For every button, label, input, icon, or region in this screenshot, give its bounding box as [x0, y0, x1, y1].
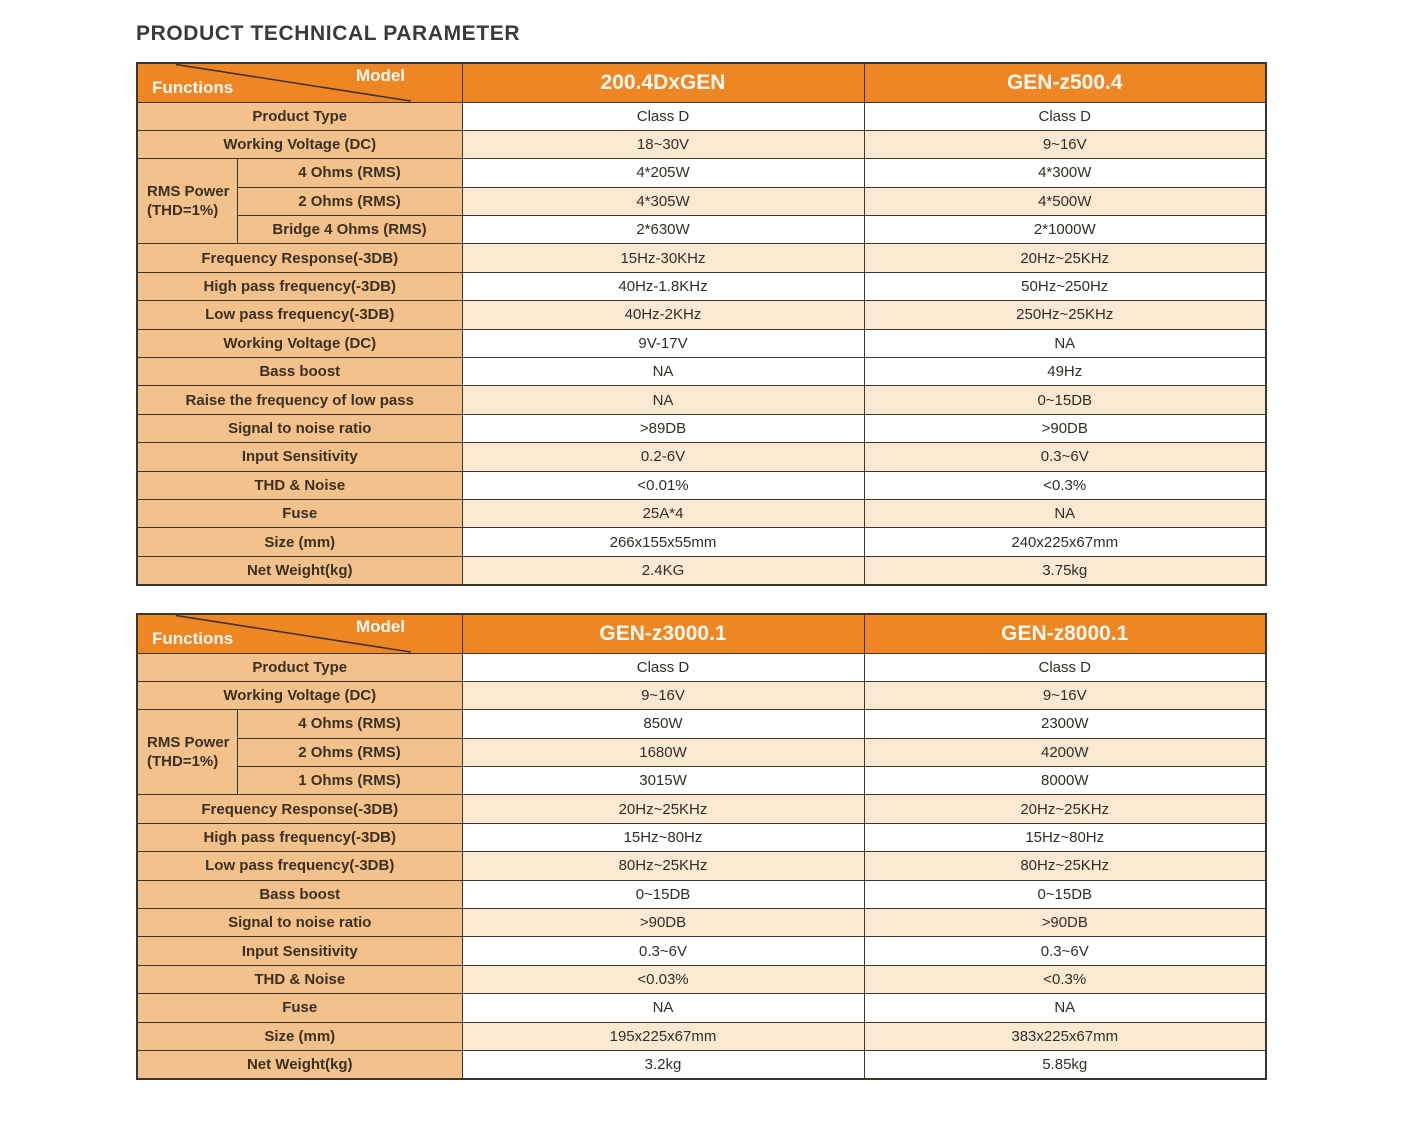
value-cell: 25A*4 — [462, 499, 864, 527]
rms-group-line1: RMS Power — [147, 182, 230, 200]
value-cell: 0~15DB — [462, 880, 864, 908]
value-cell: NA — [462, 386, 864, 414]
value-cell: 4*300W — [864, 159, 1266, 187]
table-row — [137, 738, 1266, 766]
value-cell: 40Hz-2KHz — [462, 301, 864, 329]
corner-header-cell — [137, 63, 462, 102]
value-cell: 4*500W — [864, 187, 1266, 215]
value-cell: 80Hz~25KHz — [462, 852, 864, 880]
value-cell: 49Hz — [864, 358, 1266, 386]
row-label-cell: Net Weight(kg) — [137, 1050, 462, 1078]
value-cell: 4*205W — [462, 159, 864, 187]
model-axis-label: Model — [356, 617, 406, 636]
row-label-cell: High pass frequency(-3DB) — [137, 272, 462, 300]
value-cell: 4*305W — [462, 187, 864, 215]
row-label-cell: Working Voltage (DC) — [137, 329, 462, 357]
value-cell: Class D — [864, 102, 1266, 130]
value-cell: 1680W — [462, 738, 864, 766]
value-cell: 2*630W — [462, 216, 864, 244]
value-cell: 50Hz~250Hz — [864, 272, 1266, 300]
table-header-row — [137, 614, 1266, 653]
value-cell: 2*1000W — [864, 216, 1266, 244]
table-row — [137, 852, 1266, 880]
row-label-cell: Product Type — [137, 102, 462, 130]
table-row — [137, 102, 1266, 130]
row-label-cell: Product Type — [137, 653, 462, 681]
value-cell: 80Hz~25KHz — [864, 852, 1266, 880]
value-cell: 9~16V — [462, 681, 864, 709]
row-label-cell: Signal to noise ratio — [137, 414, 462, 442]
table-row — [137, 823, 1266, 851]
value-cell: <0.01% — [462, 471, 864, 499]
row-label-cell: Frequency Response(-3DB) — [137, 795, 462, 823]
value-cell: 0.2-6V — [462, 443, 864, 471]
row-label-cell: Low pass frequency(-3DB) — [137, 301, 462, 329]
table-row — [137, 1022, 1266, 1050]
table-row — [137, 499, 1266, 527]
table-row — [137, 653, 1266, 681]
value-cell: 18~30V — [462, 130, 864, 158]
value-cell: 0~15DB — [864, 880, 1266, 908]
value-cell: 2.4KG — [462, 556, 864, 584]
model-header-cell: 200.4DxGEN — [462, 63, 864, 102]
table-row — [137, 130, 1266, 158]
row-label-cell: Size (mm) — [137, 528, 462, 556]
value-cell: <0.3% — [864, 965, 1266, 993]
row-label-cell: Bass boost — [137, 358, 462, 386]
table-row — [137, 272, 1266, 300]
value-cell: 0.3~6V — [864, 937, 1266, 965]
table-row — [137, 443, 1266, 471]
spec-table-2 — [136, 613, 1267, 1080]
value-cell: 2300W — [864, 710, 1266, 738]
value-cell: 20Hz~25KHz — [864, 244, 1266, 272]
table-row — [137, 386, 1266, 414]
value-cell: 9~16V — [864, 130, 1266, 158]
row-label-cell: 1 Ohms (RMS) — [237, 767, 462, 795]
table-row — [137, 216, 1266, 244]
table-row — [137, 187, 1266, 215]
table-row — [137, 909, 1266, 937]
value-cell: <0.3% — [864, 471, 1266, 499]
row-label-cell: Size (mm) — [137, 1022, 462, 1050]
row-label-cell: 4 Ohms (RMS) — [237, 710, 462, 738]
value-cell: 3015W — [462, 767, 864, 795]
value-cell: Class D — [462, 102, 864, 130]
corner-header-cell — [137, 614, 462, 653]
value-cell: 0~15DB — [864, 386, 1266, 414]
table-row — [137, 528, 1266, 556]
table-row — [137, 414, 1266, 442]
table-header-row — [137, 63, 1266, 102]
rms-group-line1: RMS Power — [147, 733, 230, 751]
table-row — [137, 994, 1266, 1022]
value-cell: 15Hz~80Hz — [864, 823, 1266, 851]
value-cell: 4200W — [864, 738, 1266, 766]
row-label-cell: Net Weight(kg) — [137, 556, 462, 584]
row-label-cell: Fuse — [137, 994, 462, 1022]
model-header-cell: GEN-z500.4 — [864, 63, 1266, 102]
row-label-cell: Bridge 4 Ohms (RMS) — [237, 216, 462, 244]
value-cell: 9V-17V — [462, 329, 864, 357]
spec-table-1 — [136, 62, 1267, 586]
row-label-cell: Input Sensitivity — [137, 443, 462, 471]
table-row — [137, 795, 1266, 823]
value-cell: 850W — [462, 710, 864, 738]
value-cell: 0.3~6V — [864, 443, 1266, 471]
value-cell: <0.03% — [462, 965, 864, 993]
value-cell: >90DB — [864, 909, 1266, 937]
row-label-cell: 2 Ohms (RMS) — [237, 738, 462, 766]
functions-axis-label: Functions — [152, 628, 234, 648]
row-label-cell: High pass frequency(-3DB) — [137, 823, 462, 851]
row-label-cell: Low pass frequency(-3DB) — [137, 852, 462, 880]
model-header-cell: GEN-z3000.1 — [462, 614, 864, 653]
value-cell: >90DB — [864, 414, 1266, 442]
table-row — [137, 358, 1266, 386]
row-label-cell: Input Sensitivity — [137, 937, 462, 965]
row-label-cell: THD & Noise — [137, 471, 462, 499]
rms-group-line2: (THD=1%) — [147, 753, 219, 771]
page-title: PRODUCT TECHNICAL PARAMETER — [136, 22, 521, 45]
value-cell: 40Hz-1.8KHz — [462, 272, 864, 300]
value-cell: 15Hz-30KHz — [462, 244, 864, 272]
table-row — [137, 301, 1266, 329]
value-cell: NA — [864, 329, 1266, 357]
model-axis-label: Model — [356, 66, 406, 85]
value-cell: 0.3~6V — [462, 937, 864, 965]
value-cell: 20Hz~25KHz — [462, 795, 864, 823]
value-cell: NA — [864, 499, 1266, 527]
row-label-cell: THD & Noise — [137, 965, 462, 993]
value-cell: 195x225x67mm — [462, 1022, 864, 1050]
table-row — [137, 767, 1266, 795]
row-label-cell: Working Voltage (DC) — [137, 681, 462, 709]
rms-power-group-cell — [137, 159, 237, 244]
table-row — [137, 965, 1266, 993]
table-row — [137, 710, 1266, 738]
value-cell: 383x225x67mm — [864, 1022, 1266, 1050]
table-row — [137, 880, 1266, 908]
value-cell: NA — [864, 994, 1266, 1022]
table-row — [137, 681, 1266, 709]
row-label-cell: 4 Ohms (RMS) — [237, 159, 462, 187]
value-cell: 9~16V — [864, 681, 1266, 709]
row-label-cell: Signal to noise ratio — [137, 909, 462, 937]
table-row — [137, 556, 1266, 584]
row-label-cell: Working Voltage (DC) — [137, 130, 462, 158]
table-row — [137, 471, 1266, 499]
table-row — [137, 244, 1266, 272]
rms-group-line2: (THD=1%) — [147, 202, 219, 220]
functions-axis-label: Functions — [152, 77, 234, 97]
table-row — [137, 937, 1266, 965]
row-label-cell: Raise the frequency of low pass — [137, 386, 462, 414]
table-row — [137, 159, 1266, 187]
value-cell: Class D — [462, 653, 864, 681]
value-cell: 5.85kg — [864, 1050, 1266, 1078]
row-label-cell: Fuse — [137, 499, 462, 527]
row-label-cell: 2 Ohms (RMS) — [237, 187, 462, 215]
value-cell: 15Hz~80Hz — [462, 823, 864, 851]
value-cell: 3.75kg — [864, 556, 1266, 584]
row-label-cell: Bass boost — [137, 880, 462, 908]
rms-power-group-cell — [137, 710, 237, 795]
value-cell: 20Hz~25KHz — [864, 795, 1266, 823]
value-cell: >89DB — [462, 414, 864, 442]
value-cell: Class D — [864, 653, 1266, 681]
table-row — [137, 329, 1266, 357]
value-cell: 3.2kg — [462, 1050, 864, 1078]
value-cell: 250Hz~25KHz — [864, 301, 1266, 329]
value-cell: NA — [462, 358, 864, 386]
model-header-cell: GEN-z8000.1 — [864, 614, 1266, 653]
row-label-cell: Frequency Response(-3DB) — [137, 244, 462, 272]
value-cell: 240x225x67mm — [864, 528, 1266, 556]
value-cell: 8000W — [864, 767, 1266, 795]
value-cell: NA — [462, 994, 864, 1022]
value-cell: 266x155x55mm — [462, 528, 864, 556]
table-row — [137, 1050, 1266, 1078]
value-cell: >90DB — [462, 909, 864, 937]
